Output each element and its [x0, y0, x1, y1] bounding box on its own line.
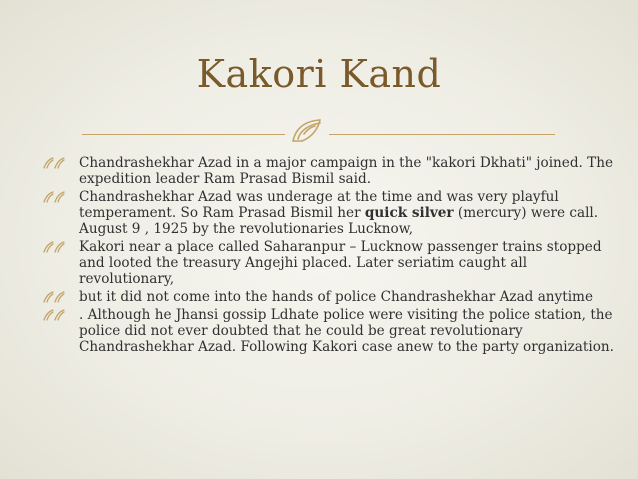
- bullet-text-bold: quick silver: [364, 205, 454, 221]
- title-divider-left: [82, 134, 285, 135]
- bullet-item: [43, 307, 623, 355]
- floral-ornament-icon: [43, 191, 65, 204]
- slide-title: Kakori Kand: [196, 52, 442, 96]
- floral-ornament-icon: [43, 241, 65, 254]
- bullet-text: Kakori near a place called Saharanpur – Lucknow passenger trains stopped and looted the treasury Angejhi placed. Later seriatim caught all revolutionary,: [79, 239, 602, 287]
- bullet-text: [79, 189, 598, 237]
- title-divider-right: [329, 134, 555, 135]
- bullet-text: . Although he Jhansi gossip Ldhate police were visiting the police station, the police did not ever doubted that he could be great revolutionary Chandrashekhar Azad. Following Kakori case anew to the party organization.: [79, 307, 614, 355]
- bullet-text: Chandrashekhar Azad in a major campaign in the "kakori Dkhati" joined. The expedition leader Ram Prasad Bismil said.: [79, 155, 614, 187]
- bullet-item: [43, 189, 623, 237]
- floral-ornament-icon: [43, 291, 65, 304]
- bullet-text-part: (mercury) were call. August 9 , 1925 by the revolutionaries Lucknow,: [79, 205, 599, 237]
- bullet-text: but it did not come into the hands of police Chandrashekhar Azad anytime: [79, 289, 593, 305]
- floral-ornament-icon: [43, 309, 65, 322]
- floral-ornament-icon: [43, 157, 65, 170]
- bullet-text-part: Chandrashekhar Azad was underage at the time and was very playful temperament. So Ram Prasad Bismil her: [79, 189, 559, 221]
- floral-ornament-icon: [290, 117, 324, 145]
- bullet-list: [43, 155, 623, 357]
- bullet-item: [43, 289, 623, 305]
- bullet-item: [43, 155, 623, 187]
- bullet-item: [43, 239, 623, 287]
